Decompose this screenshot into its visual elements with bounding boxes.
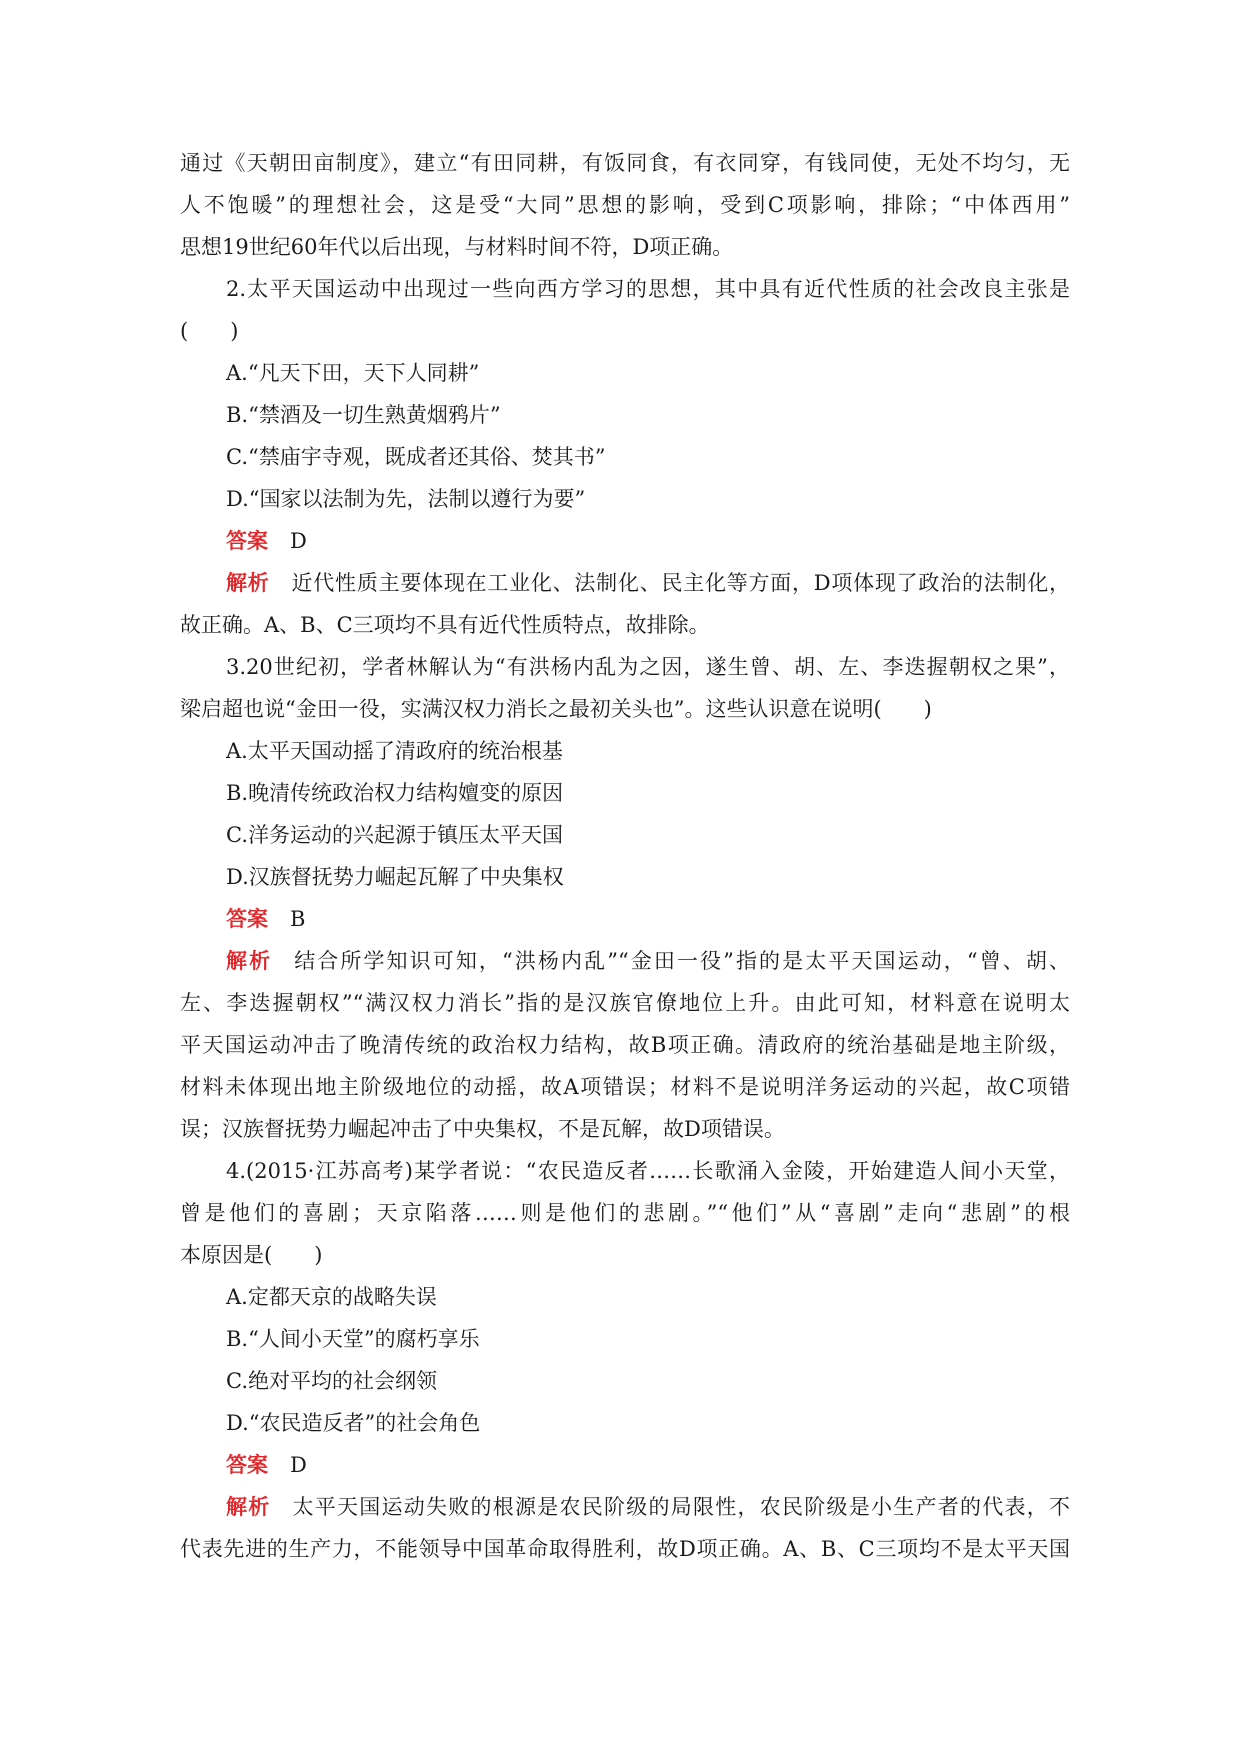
answer-value: D <box>290 1453 307 1477</box>
option-a: A.“凡天下田，天下人同耕” <box>226 361 480 385</box>
document-page <box>180 148 1070 1576</box>
analysis-line: 材料未体现出地主阶级地位的动摇，故A项错误；材料不是说明洋务运动的兴起，故C项错 <box>180 1075 1070 1099</box>
option-b: B.“人间小天堂”的腐朽享乐 <box>226 1327 480 1351</box>
text-line: 思想19世纪60年代以后出现，与材料时间不符，D项正确。 <box>180 235 734 259</box>
analysis-line <box>180 946 1070 976</box>
analysis-line: 故正确。A、B、C三项均不具有近代性质特点，故排除。 <box>180 613 710 637</box>
question-stem: 曾是他们的喜剧；天京陷落……则是他们的悲剧。”“他们”从“喜剧”走向“悲剧”的根 <box>180 1201 1070 1225</box>
option-d: D.“农民造反者”的社会角色 <box>226 1411 481 1435</box>
analysis-line: 左、李迭握朝权”“满汉权力消长”指的是汉族官僚地位上升。由此可知，材料意在说明太 <box>180 991 1070 1015</box>
analysis-label: 解析 <box>226 1494 271 1519</box>
answer-line <box>180 526 1070 556</box>
analysis-label: 解析 <box>226 570 270 595</box>
analysis-line: 平天国运动冲击了晚清传统的政治权力结构，故B项正确。清政府的统治基础是地主阶级， <box>180 1033 1070 1057</box>
analysis-line <box>180 568 1070 598</box>
option-b: B.晚清传统政治权力结构嬗变的原因 <box>226 781 564 805</box>
option-d: D.“国家以法制为先，法制以遵行为要” <box>226 487 586 511</box>
text-line: 通过《天朝田亩制度》，建立“有田同耕，有饭同食，有衣同穿，有钱同使，无处不均匀，无 <box>180 151 1070 175</box>
analysis-line: 误；汉族督抚势力崛起冲击了中央集权，不是瓦解，故D项错误。 <box>180 1117 785 1141</box>
question-stem: 梁启超也说“金田一役，实满汉权力消长之最初关头也”。这些认识意在说明( ) <box>180 697 932 721</box>
option-b: B.“禁酒及一切生熟黄烟鸦片” <box>226 403 501 427</box>
option-d: D.汉族督抚势力崛起瓦解了中央集权 <box>226 865 564 889</box>
option-c: C.“禁庙宇寺观，既成者还其俗、焚其书” <box>226 445 606 469</box>
option-a: A.太平天国动摇了清政府的统治根基 <box>226 739 563 763</box>
question-stem: 2.太平天国运动中出现过一些向西方学习的思想，其中具有近代性质的社会改良主张是 <box>226 277 1070 301</box>
question-stem: 本原因是( ) <box>180 1243 323 1267</box>
analysis-text: 近代性质主要体现在工业化、法制化、民主化等方面，D项体现了政治的法制化， <box>291 571 1070 595</box>
option-c: C.绝对平均的社会纲领 <box>226 1369 437 1393</box>
analysis-line: 代表先进的生产力，不能领导中国革命取得胜利，故D项正确。A、B、C三项均不是太平天国 <box>180 1537 1070 1561</box>
question-4 <box>180 1156 1070 1564</box>
answer-value: D <box>290 529 307 553</box>
analysis-text: 结合所学知识可知，“洪杨内乱”“金田一役”指的是太平天国运动，“曾、胡、 <box>294 949 1070 973</box>
analysis-label: 解析 <box>226 948 273 973</box>
answer-value: B <box>290 907 306 931</box>
question-2 <box>180 274 1070 640</box>
answer-line <box>180 1450 1070 1480</box>
analysis-text: 太平天国运动失败的根源是农民阶级的局限性，农民阶级是小生产者的代表，不 <box>292 1495 1070 1519</box>
answer-line <box>180 904 1070 934</box>
question-stem: ( ) <box>180 319 239 343</box>
option-c: C.洋务运动的兴起源于镇压太平天国 <box>226 823 563 847</box>
analysis-line <box>180 1492 1070 1522</box>
text-line: 人不饱暖”的理想社会，这是受“大同”思想的影响，受到C项影响，排除；“中体西用” <box>180 193 1070 217</box>
question-stem: 3.20世纪初，学者林解认为“有洪杨内乱为之因，遂生曾、胡、左、李迭握朝权之果”， <box>226 655 1070 679</box>
answer-label: 答案 <box>226 1452 268 1477</box>
intro-paragraph <box>180 148 1070 262</box>
option-a: A.定都天京的战略失误 <box>226 1285 437 1309</box>
answer-label: 答案 <box>226 528 268 553</box>
question-3 <box>180 652 1070 1144</box>
answer-label: 答案 <box>226 906 268 931</box>
question-stem: 4.(2015·江苏高考)某学者说：“农民造反者……长歌涌入金陵，开始建造人间小天堂， <box>226 1159 1070 1183</box>
